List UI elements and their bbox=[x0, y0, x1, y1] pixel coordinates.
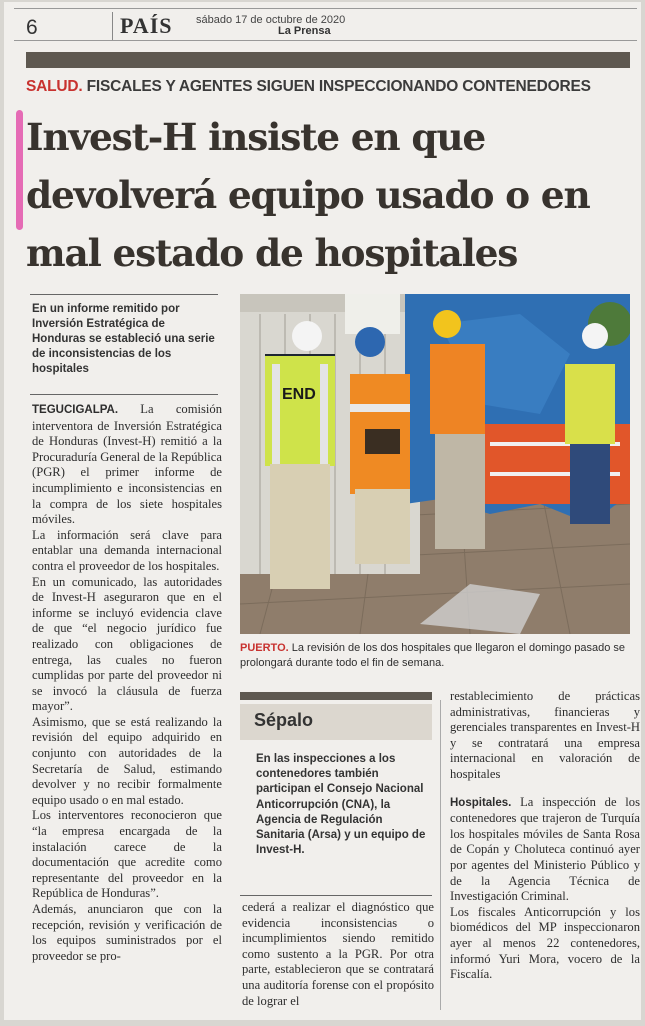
caption-text: La revisión de los dos hospitales que llegaron el domingo pasado se prolongará durante todo el fin de semana. bbox=[240, 642, 626, 669]
photo-caption bbox=[240, 641, 632, 670]
paragraph bbox=[32, 402, 222, 528]
sidebar-bottom-rule bbox=[240, 895, 432, 896]
subhead: Hospitales. bbox=[450, 796, 512, 809]
article-column-1 bbox=[32, 402, 222, 964]
vest-text: END bbox=[282, 386, 316, 403]
paragraph: Asimismo, que se está realizando la revisión del equipo adquirido en conjunto con autoridades de la Secretaría de Salud, estimando devolver y no recibir formalmente equipo usado o en mal estado. bbox=[32, 714, 222, 807]
newspaper-page bbox=[4, 2, 641, 1020]
paragraph: Los interventores reconocieron que “la empresa encargada de la instalación carece de la documentación que acredite como representante del proveedor en la República de Honduras”. bbox=[32, 808, 222, 901]
caption-tag: PUERTO. bbox=[240, 642, 289, 654]
kicker bbox=[26, 78, 591, 96]
page-header bbox=[4, 2, 641, 42]
top-bar bbox=[26, 52, 630, 68]
sidebar-title: Sépalo bbox=[254, 710, 314, 730]
highlighter-mark bbox=[16, 110, 23, 230]
page-number: 6 bbox=[26, 16, 38, 39]
sidebar-top-bar bbox=[240, 692, 432, 700]
lead-bottom-rule bbox=[30, 394, 218, 395]
paragraph-text: La inspección de los contenedores que trajeron de Turquía los hospitales móviles de Santa Rosa de Copán y Choluteca continuó ayer por agentes del Ministerio Público y de la Agencia Técnica de Investigación Criminal. bbox=[450, 794, 640, 904]
header-top-rule bbox=[14, 8, 637, 9]
newspaper-name: La Prensa bbox=[278, 25, 331, 37]
header-bottom-rule bbox=[14, 40, 637, 41]
sidebar-title-box bbox=[240, 704, 432, 740]
paragraph: La información será clave para entablar una demanda internacional contra el proveedor de los hospitales. bbox=[32, 527, 222, 573]
kicker-tag: SALUD. bbox=[26, 78, 83, 95]
news-photo bbox=[240, 294, 630, 634]
lead-top-rule bbox=[30, 294, 218, 295]
issue-date: sábado 17 de octubre de 2020 bbox=[196, 14, 346, 26]
paragraph: En un comunicado, las autoridades de Invest-H aseguraron que en el informe se incluyó evidencia clave de que “el negocio jurídico fue realizado con obligaciones de entrega, las cuales no fueron cumplidas por parte del proveedor ni se invocó la cláusula de fuerza mayor”. bbox=[32, 574, 222, 714]
paragraph bbox=[450, 795, 640, 905]
paragraph-text: La comisión interventora de Inversión Estratégica de Honduras (Invest-H) remitió a la Procuraduría General de la República (PGR) el primer informe de incumplimiento e inconsistencias en la compra de los siete hospitales móviles. bbox=[32, 402, 222, 527]
headline: Invest-H insiste en que devolverá equipo usado o en mal estado de hospitales bbox=[26, 115, 590, 275]
lead-summary: En un informe remitido por Inversión Estratégica de Honduras se estableció una serie de inconsistencias de los hospitales bbox=[32, 303, 215, 375]
inspection-photo-illustration bbox=[240, 294, 630, 634]
article-column-2 bbox=[242, 900, 434, 1009]
paragraph: Además, anunciaron que con la recepción, revisión y verificación de los equipos suministrados por el proveedor se pro- bbox=[32, 902, 222, 963]
column-divider bbox=[440, 700, 441, 1010]
paragraph: Los fiscales Anticorrupción y los biomédicos del MP inspeccionaron ayer al menos 22 contenedores, informó Yuri Mora, vocero de la Fiscalía. bbox=[450, 904, 640, 982]
paragraph: restablecimiento de prácticas administrativas, financieras y gerenciales transparentes en Invest-H y se contratará una empresa internacional en valoración de hospitales bbox=[450, 689, 640, 781]
section-name: PAÍS bbox=[120, 13, 173, 38]
header-divider bbox=[112, 12, 113, 40]
paragraph: cederá a realizar el diagnóstico que evidencia inconsistencias o incumplimientos siendo remitido como sustento a la PGR. Por otra parte, establecieron que se contratará una auditoría forense con el propósito de lograr el bbox=[242, 900, 434, 1008]
article-column-3 bbox=[450, 689, 640, 995]
dateline: TEGUCIGALPA. bbox=[32, 404, 119, 416]
sidebar-body: En las inspecciones a los contenedores también participan el Consejo Nacional Anticorrupción (CNA), la Agencia de Regulación Sanitaria (Arsa) y un equipo de Invest-H. bbox=[256, 753, 426, 857]
kicker-text: FISCALES Y AGENTES SIGUEN INSPECCIONANDO CONTENEDORES bbox=[86, 78, 591, 95]
